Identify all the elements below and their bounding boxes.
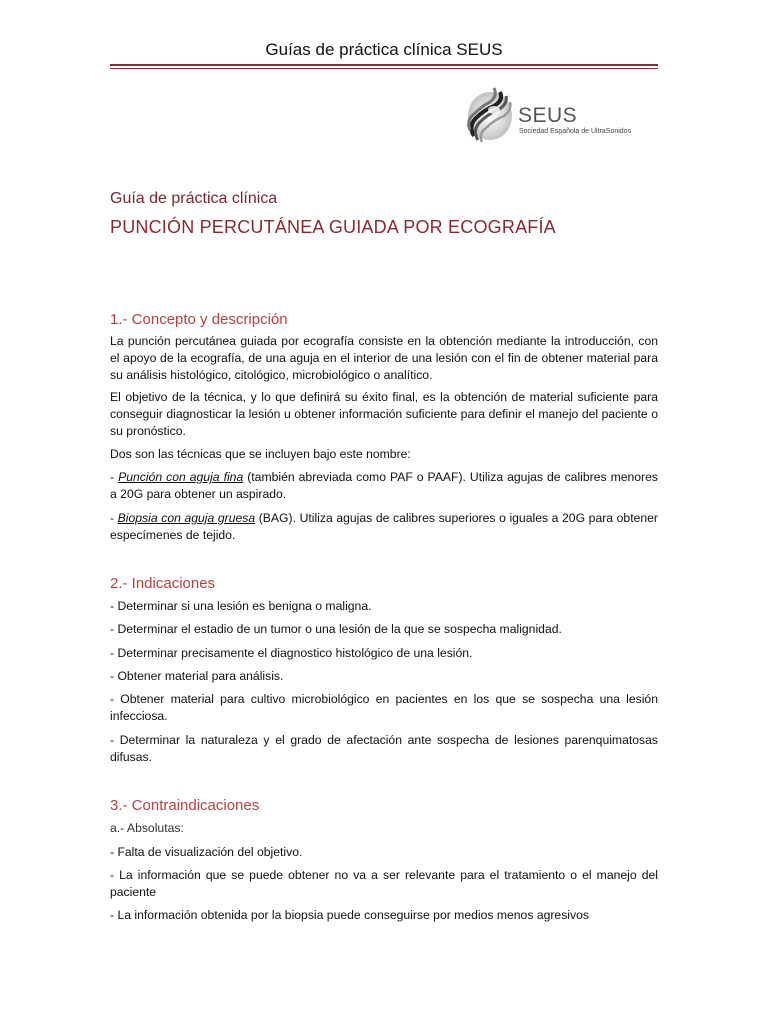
indication-item: - Obtener material para cultivo microbiológico en pacientes en los que se sospecha una lesión infecciosa.	[110, 692, 658, 723]
indication-item: - Determinar precisamente el diagnostico histológico de una lesión.	[110, 646, 473, 660]
section1-paragraph-1: La punción percutánea guiada por ecografía consiste en la obtención mediante la introducción, con el apoyo de la ecografía, de una aguja en el interior de una lesión con el fin de obtener material para su análisis histológico, citológico, microbiológico o analítico.	[110, 334, 658, 382]
technique-bag-name: Biopsia con aguja gruesa	[117, 511, 256, 525]
indication-item: - Determinar si una lesión es benigna o maligna.	[110, 599, 372, 613]
absolute-contraindications-label: a.- Absolutas:	[110, 821, 184, 835]
logo-name: SEUS	[518, 104, 578, 127]
technique-bag	[110, 510, 658, 544]
indication-item: - Obtener material para análisis.	[110, 669, 284, 683]
technique-paf-name: Punción con aguja fina	[118, 470, 244, 484]
section3-heading: 3.- Contraindicaciones	[110, 797, 260, 814]
technique-bag-prefix: -	[110, 511, 118, 525]
contraindication-item: - La información obtenida por la biopsia puede conseguirse por medios menos agresivos	[110, 908, 589, 922]
contraindication-item: - Falta de visualización del objetivo.	[110, 845, 303, 859]
running-header: Guías de práctica clínica SEUS	[265, 40, 503, 59]
technique-paf	[110, 469, 658, 503]
indication-item: - Determinar la naturaleza y el grado de afectación ante sospecha de lesiones parenquimatosas difusas.	[110, 733, 658, 764]
logo-subtitle: Sociedad Española de UltraSonidos	[519, 128, 632, 135]
technique-paf-text: (también abreviada como PAF o PAAF). Utiliza agujas de calibres menores a 20G para obtener un aspirado.	[110, 470, 658, 501]
spiral-icon	[460, 86, 516, 146]
technique-paf-prefix: -	[110, 470, 119, 484]
section1-paragraph-3: Dos son las técnicas que se incluyen bajo este nombre:	[110, 447, 411, 461]
header-rule-thick	[110, 64, 658, 66]
technique-bag-text: (BAG). Utiliza agujas de calibres superiores o iguales a 20G para obtener especímenes de tejido.	[110, 511, 658, 542]
seus-logo	[460, 86, 660, 146]
section2-heading: 2.- Indicaciones	[110, 575, 216, 592]
guide-label: Guía de práctica clínica	[110, 190, 278, 207]
section1-heading: 1.- Concepto y descripción	[110, 311, 288, 328]
contraindication-item: - La información que se puede obtener no va a ser relevante para el tratamiento o el manejo del paciente	[110, 868, 658, 899]
indication-item: - Determinar el estadio de un tumor o una lesión de la que se sospecha malignidad.	[110, 622, 562, 636]
section1-paragraph-2: El objetivo de la técnica, y lo que definirá su éxito final, es la obtención de material suficiente para conseguir diagnosticar la lesión u obtener información suficiente para definir el manejo del paciente o su pronóstico.	[110, 390, 658, 438]
header-rule-thin	[110, 68, 658, 69]
page-title: PUNCIÓN PERCUTÁNEA GUIADA POR ECOGRAFÍA	[110, 217, 556, 237]
